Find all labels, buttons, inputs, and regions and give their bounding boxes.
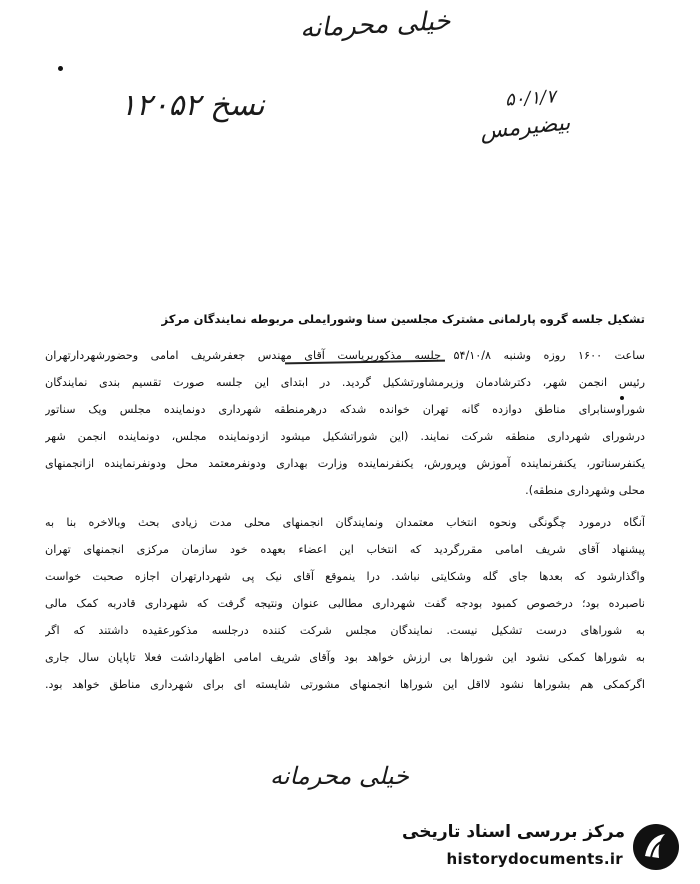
- document-title: تشکیل جلسه گروه پارلمانی مشترک مجلسین سنا وشورایملی مربوطه نمایندگان مرکز: [161, 312, 645, 326]
- body-line: اگرکمکی هم بشوراها نشود لااقل این شوراها انجمنهای مشورتی شایسته ای برای شهرداری مناطق خواهد بود.: [45, 678, 645, 691]
- body-line: محلی وشهرداری منطقه).: [525, 484, 645, 497]
- archive-logo-icon: [631, 822, 681, 872]
- body-line: واگذارشود که بعدها جای گله وشکایتی نباشد. درا ینموقع آقای نیک پی شهردارتهران اجازه صحبت خواست: [45, 570, 645, 583]
- ink-dot: [58, 66, 63, 71]
- body-line: به شوراها کمکی نشود این شوراها بی ارزش خواهد بود وآقای شریف امامی اظهارداشت فعلا تاپایان سال جاری: [45, 651, 645, 664]
- body-line: رئیس انجمن شهر، دکترشادمان وزیرمشاورتشکیل گردید. در ابتدای این جلسه صورت تقسیم بندی نمایندگان: [45, 376, 645, 389]
- handwritten-classification-bottom: خیلی محرمانه: [270, 762, 409, 790]
- handwritten-classification-top: خیلی محرمانه: [299, 6, 452, 44]
- body-line: درشورای شهرداری منطقه شرکت نمایند. (این شوراتشکیل میشود ازدونماینده مجلس، دونماینده انجمن شهر: [45, 430, 645, 443]
- body-line: ساعت ۱۶۰۰ روزه وشنبه ۵۴/۱۰/۸ جلسه مذکوربریاست آقای مهندس جعفرشریف امامی وحضورشهردارتهران: [45, 349, 645, 362]
- body-line: پیشنهاد آقای شریف امامی مقررگردید که انتخاب این اعضاء بعهده خود سازمان مرکزی انجمنهای تهران: [45, 543, 645, 556]
- body-line: آنگاه درمورد چگونگی ونحوه انتخاب معتمدان ونمایندگان انجمنهای محلی مدت زیادی بحث وبالاخره بنا به: [45, 516, 645, 529]
- handwritten-document-number: نسخ ۱۲۰۵۲: [120, 88, 265, 123]
- archive-watermark: [402, 820, 685, 880]
- handwritten-signature: بیضیرمس: [478, 110, 572, 145]
- body-line: شوراوسنابرای مناطق دوازده گانه تهران خوانده شدکه درهرمنطقه شهرداری دونماینده مجلس ویک سناتور: [45, 403, 645, 416]
- body-line: ناصبرده بود؛ درخصوص کمبود بودجه گفت شهرداری مطالبی عنوان ونتیجه گرفت که شهرداری قادربه کمک مالی: [45, 597, 645, 610]
- archive-name: مرکز بررسی اسناد تاریخی: [402, 822, 625, 842]
- body-line: یکنفرسناتور، یکنفرنماینده آموزش وپرورش، یکنفرنماینده وزارت بهداری ودونفرمعتمد محل ودونفرنماینده ازانجمنهای: [45, 457, 645, 470]
- document-body: [45, 342, 645, 698]
- body-line: به شوراهای درست تشکیل نیست. نمایندگان مجلس شرکت کننده درجلسه مذکورعقیده داشتند که اگر: [45, 624, 645, 637]
- archive-url: historydocuments.ir: [446, 850, 623, 868]
- handwritten-date: ۵۰/۱/۷: [504, 86, 557, 111]
